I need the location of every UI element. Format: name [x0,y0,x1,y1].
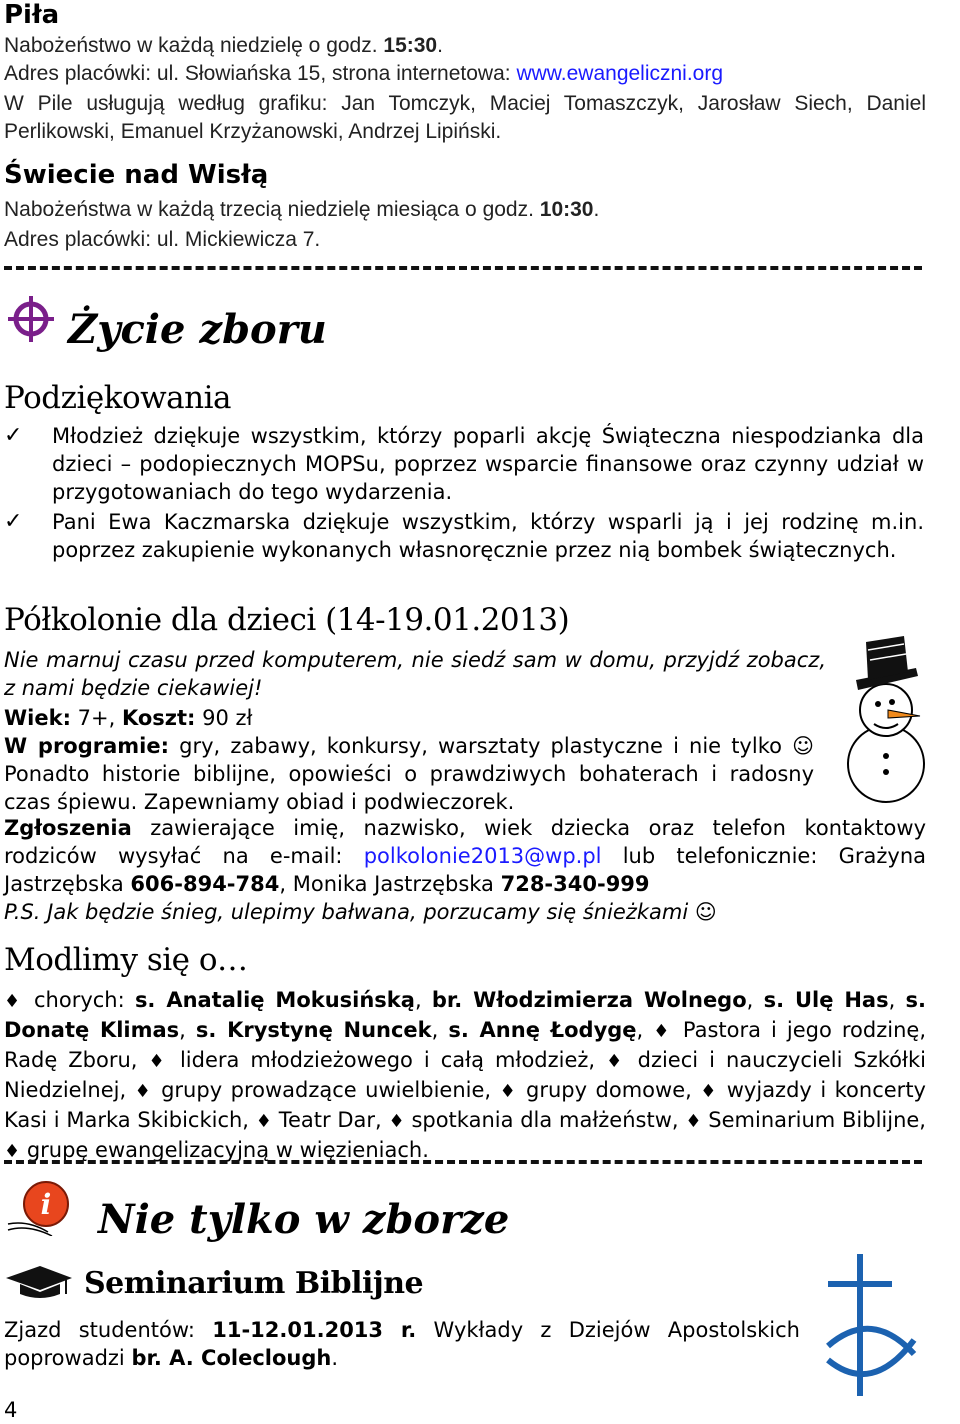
heading-nie-tylko: Nie tylko w zborze [98,1196,510,1243]
check-icon: ✓ [4,423,23,448]
heading-swiecie: Świecie nad Wisłą [4,160,269,190]
heading-polkolonie: Półkolonie dla dzieci (14-19.01.2013) [4,602,570,638]
cross-fish-icon [818,1250,938,1400]
section-divider [4,1160,922,1164]
heading-seminarium: Seminarium Biblijne [84,1266,424,1301]
snowman-icon [828,632,938,812]
swiecie-address: Adres placówki: ul. Mickiewicza 7. [4,228,321,251]
heading-podziekowania: Podziękowania [4,380,232,416]
heading-pila: Piła [4,0,60,30]
smiley-icon: ☺ [694,900,717,924]
crosshair-icon [6,294,56,344]
email-link[interactable]: polkolonie2013@wp.pl [363,844,602,868]
graduation-cap-icon [4,1262,74,1302]
polkolonie-ps: P.S. Jak będzie śnieg, ulepimy bałwana, porzucamy się śnieżkami ☺ [4,900,717,924]
website-link[interactable]: www.ewangeliczni.org [516,62,724,85]
diamond-icon: ♦ [4,991,24,1012]
seminarium-text: Zjazd studentów: 11-12.01.2013 r. Wykłady z Dziejów Apostolskich poprowadzi br. A. Coleclough. [4,1318,800,1370]
pila-servers: W Pile usługują według grafiku: Jan Tomczyk, Maciej Tomaszczyk, Jarosław Siech, Daniel Perlikowski, Emanuel Krzyżanowski, Andrzej Lipiński. [4,92,926,143]
section-divider [4,266,922,270]
heading-zycie-zboru: Życie zboru [68,306,327,353]
pila-service-time: Nabożeństwo w każdą niedzielę o godz. 15:30. [4,34,443,57]
thanks-item-2: Pani Ewa Kaczmarska dziękuje wszystkim, którzy wsparli ją i jej rodzinę m.in. poprzez zakupienie wykonanych własnoręcznie przez nią bombek świątecznych. [52,510,924,562]
smiley-icon: ☺ [792,734,814,758]
polkolonie-program: W programie: gry, zabawy, konkursy, warsztaty plastyczne i nie tylko ☺ Ponadto historie biblijne, opowieści o prawdziwych bohaterach i radosny czas śpiewu. Zapewniamy obiad i podwieczorek. [4,734,814,814]
heading-modlimy: Modlimy się o… [4,942,248,978]
swiecie-service-time: Nabożeństwa w każdą trzecią niedzielę miesiąca o godz. 10:30. [4,198,600,221]
info-icon [6,1180,70,1236]
prayer-list: ♦ chorych: s. Anatalię Mokusińską, br. Włodzimierza Wolnego, s. Ulę Has, s. Donatę Klimas, s. Krystynę Nuncek, s. Annę Łodygę, ♦ Pastora i jego rodzinę, Radę Zboru, ♦ lidera młodzieżowego i całą młodzież, ♦ dzieci i nauczycieli Szkółki Niedzielnej, ♦ grupy prowadzące uwielbienie, ♦ grupy domowe, ♦ wyjazdy i koncerty Kasi i Marka Skibickich, ♦ Teatr Dar, ♦ spotkania dla małżeństw, ♦ Seminarium Biblijne, ♦ grupę ewangelizacyjną w więzieniach. [4,988,927,1162]
pila-address: Adres placówki: ul. Słowiańska 15, strona internetowa: www.ewangeliczni.org [4,62,724,85]
polkolonie-intro: Nie marnuj czasu przed komputerem, nie siedź sam w domu, przyjdź zobacz, z nami będzie ciekawiej! [4,648,826,700]
svg-text:i: i [40,1188,52,1221]
thanks-item-1: Młodzież dziękuje wszystkim, którzy poparli akcję Świąteczna niespodzianka dla dzieci – podopiecznych MOPSu, poprzez wsparcie finansowe oraz czynny udział w przygotowaniach do tego wydarzenia. [52,424,924,504]
polkolonie-signup: Zgłoszenia zawierające imię, nazwisko, wiek dziecka oraz telefon kontaktowy rodziców wysyłać na e-mail: polkolonie2013@wp.pl lub telefonicznie: Grażyna Jastrzębska 606-894-784, Monika Jastrzębska 728-340-999 [4,816,927,896]
check-icon: ✓ [4,509,23,534]
page-number: 4 [4,1398,18,1422]
polkolonie-age-cost: Wiek: 7+, Koszt: 90 zł [4,706,253,730]
